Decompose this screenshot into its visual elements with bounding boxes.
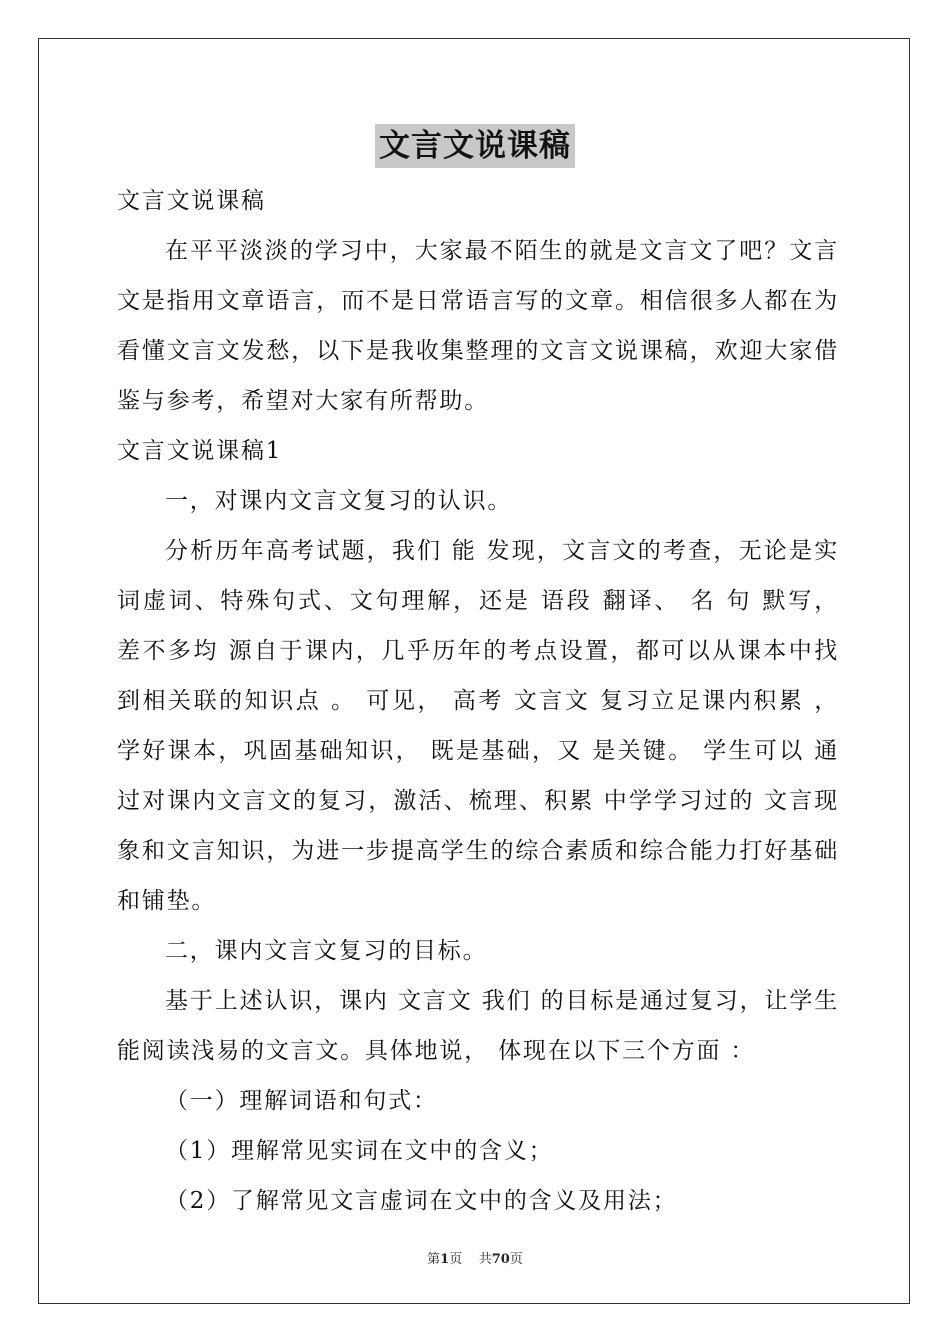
paragraph: 文言文说课稿 — [117, 188, 266, 214]
total-suffix: 页 — [509, 1252, 523, 1267]
title-container — [0, 124, 950, 168]
page-suffix: 页 — [449, 1252, 463, 1267]
page-prefix: 第 — [427, 1252, 441, 1267]
document-title: 文言文说课稿 — [375, 124, 575, 168]
paragraph: 二，课内文言文复习的目标。 — [165, 938, 488, 964]
document-body — [117, 176, 839, 1226]
paragraph: 基于上述认识，课内 文言文 我们 的目标是通过复习，让学生能阅读浅易的文言文。具体地说， 体现在以下三个方面 ： — [117, 988, 839, 1064]
paragraph: （2）了解常见文言虚词在文中的含义及用法； — [165, 1188, 678, 1214]
paragraph: 在平平淡淡的学习中，大家最不陌生的就是文言文了吧？文言文是指用文章语言，而不是日常语言写的文章。相信很多人都在为看懂文言文发愁，以下是我收集整理的文言文说课稿，欢迎大家借鉴与参考，希望对大家有所帮助。 — [117, 238, 839, 414]
page-footer — [0, 1248, 950, 1267]
paragraph: 一，对课内文言文复习的认识。 — [165, 488, 513, 514]
total-prefix: 共 — [478, 1252, 492, 1267]
total-pages: 70 — [491, 1252, 510, 1267]
paragraph: （一）理解词语和句式： — [165, 1088, 438, 1114]
paragraph: （1）理解常见实词在文中的含义； — [165, 1138, 554, 1164]
page-number: 1 — [440, 1252, 450, 1267]
paragraph: 文言文说课稿1 — [117, 438, 283, 464]
paragraph: 分析历年高考试题，我们 能 发现，文言文的考查，无论是实词虚词、特殊句式、文句理解，还是 语段 翻译、 名 句 默写， 差不多均 源自于课内，几乎历年的考点设置，都可以从课本中找到相关联的知识点 。 可见， 高考 文言文 复习立足课内积累 ， 学好课本，巩固基础知识， 既是基础，又 是关键。 学生可以 通过对课内文言文的复习，激活、梳理、积累 中学学习过的 文言现象和文言知识，为进一步提高学生的综合素质和综合能力打好基础和铺垫。 — [117, 538, 839, 914]
